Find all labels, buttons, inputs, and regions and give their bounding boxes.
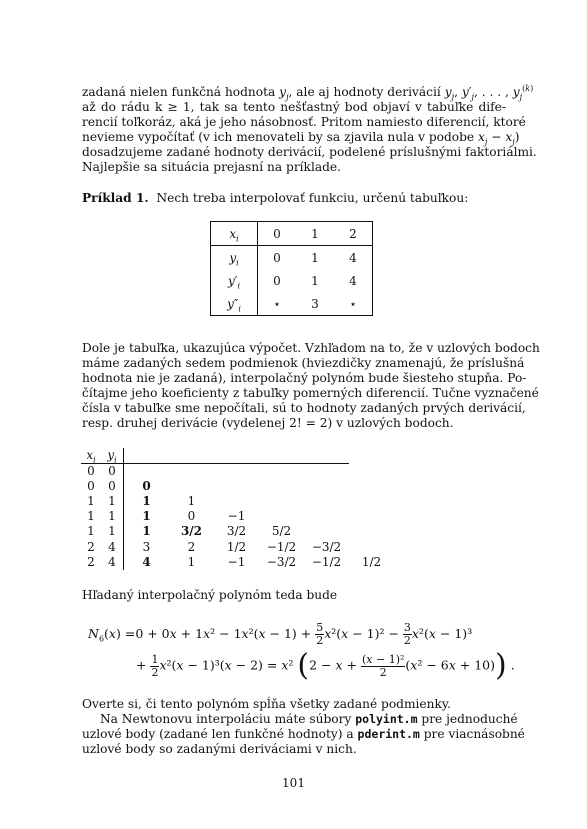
file-polyint: polyint.m <box>355 711 418 726</box>
table-cell <box>304 479 349 494</box>
table-cell: 5/2 <box>271 524 292 539</box>
table-cell <box>214 494 259 509</box>
equation-line-2: + $\frac{1}{2}$ x²(x − 1)³(x − 2) = x² (2 − x + $\frac{\text{(x − 1)²}}{2}$ (x² − 6x + 10)) . <box>136 648 515 683</box>
example-heading <box>82 191 506 206</box>
fraction: $\frac{3}{2}$ <box>403 621 411 647</box>
values-table <box>210 221 373 316</box>
table-cell: 1 <box>101 494 124 509</box>
table-row <box>81 479 394 494</box>
intro-line-1: zadaná nielen funkčná hodnota $y_j$, ale aj hodnoty derivácií $y_j$, $y'_j$, . . . , $y_j^{(k)}$ <box>82 83 534 102</box>
table-cell <box>169 479 214 494</box>
fraction: $\frac{1}{2}$ <box>151 652 159 679</box>
table-cell: 1 <box>87 494 95 509</box>
table-cell: 4 <box>349 250 357 265</box>
table-cell: 1 <box>311 273 319 288</box>
table-cell: 0 <box>87 464 95 479</box>
table-cell: −3/2 <box>266 554 297 569</box>
table-cell: 1 <box>142 509 151 524</box>
para5-line-1: Na Newtonovu interpoláciu máte súbory polyint.m pre jednoduché <box>100 711 518 726</box>
table-cell: −1/2 <box>311 554 342 569</box>
fraction: $\frac{5}{2}$ <box>316 621 324 647</box>
table-header-cell: 1 <box>296 222 334 246</box>
intro-line-6: Najlepšie sa situácia prejasní na príklade. <box>82 159 341 174</box>
table-cell: 4 <box>101 555 124 570</box>
table-cell <box>304 524 349 539</box>
example-text: Nech treba interpolovať funkciu, určenú tabuľkou: <box>156 191 469 205</box>
table-header-cell: 2 <box>334 222 373 246</box>
intro-paragraph <box>82 83 537 174</box>
table-row <box>81 555 394 570</box>
explanation-paragraph <box>82 341 540 430</box>
example-label: Príklad 1. <box>82 191 149 205</box>
file-pderint: pderint.m <box>357 726 420 741</box>
para2-line-6: resp. druhej derivácie (vydelenej 2! = 2) v uzlových bodoch. <box>82 415 454 430</box>
table-row-label: $y_i$ <box>211 246 258 270</box>
table-row <box>81 448 394 464</box>
table-row <box>81 509 394 524</box>
table-cell <box>349 494 394 509</box>
table-cell: −1 <box>227 509 246 524</box>
table-cell: 4 <box>101 540 124 555</box>
table-row <box>211 292 373 316</box>
fraction: $\frac{\text{(x − 1)²}}{2}$ <box>361 652 405 679</box>
table-row <box>81 494 394 509</box>
intro-line-4: nevieme vypočítať (v ich menovateli by sa zjavila nula v podobe $x_j - x_j$) <box>82 129 520 147</box>
table-cell: 0 <box>87 479 95 494</box>
table-cell <box>259 494 304 509</box>
table-cell: 0 <box>101 479 124 494</box>
table-cell <box>259 509 304 524</box>
para5-line-2: uzlové body (zadané len funkčné hodnoty) a pderint.m pre viacnásobné <box>82 726 525 741</box>
table-cell: 0 <box>101 464 124 480</box>
table-cell <box>304 494 349 509</box>
intro-line-5: dosadzujeme zadané hodnoty derivácií, podelené príslušnými faktoriálmi. <box>82 144 537 159</box>
table-header-cell: 0 <box>258 222 297 246</box>
table-row-label: $y''_i$ <box>211 292 258 316</box>
table-cell: 3/2 <box>180 524 203 539</box>
table-cell <box>169 464 214 480</box>
para2-line-4: čítajme jeho koeficienty z tabuľky pomerných diferencií. Tučne vyznačené <box>82 385 539 400</box>
table-cell: 1 <box>142 494 151 509</box>
table-cell: 0 <box>142 479 151 494</box>
table-cell: 1 <box>101 509 124 524</box>
table-cell <box>259 464 304 480</box>
table-cell: 1 <box>187 554 196 569</box>
intro-line-2: až do rádu k ≥ 1, tak sa tento nešťastný bod objaví v tabuľke dife- <box>82 99 506 114</box>
table-cell: 0 <box>187 509 196 524</box>
closing-paragraph <box>82 697 525 757</box>
table-header-cell: $x_i$ <box>211 222 258 246</box>
table-cell: 3/2 <box>226 524 247 539</box>
table-row <box>211 269 373 292</box>
table-row <box>211 222 373 246</box>
equation-line-1: $N_6(x) =0 + 0x + 1x^2 - 1x^2(x - 1)$ + $\frac{5}{2}$ x²(x − 1)² − $\frac{3}{2}$ x²(x − 1)³ <box>88 621 473 647</box>
table-cell <box>349 524 394 539</box>
table-cell: 1 <box>101 524 124 539</box>
table-cell: 2 <box>87 554 95 569</box>
table-row <box>81 540 394 555</box>
table-cell: −3/2 <box>311 539 342 554</box>
para5-line-3: uzlové body so zadanými deriváciami v nich. <box>82 741 357 756</box>
para2-line-5: čísla v tabuľke sme nepočítali, sú to hodnoty zadaných prvých derivácií, <box>82 400 526 415</box>
table-cell <box>259 479 304 494</box>
table-header-cell: $y_i$ <box>101 448 124 464</box>
table-cell <box>349 479 394 494</box>
page-number: 101 <box>282 776 305 790</box>
intro-line-3: rencií toľkoráz, aká je jeho násobnosť. Pritom namiesto diferencií, ktoré <box>82 114 526 129</box>
table-cell: 3 <box>311 296 319 311</box>
table-cell <box>349 509 394 524</box>
table-cell: ⋆ <box>349 296 357 311</box>
para2-line-1: Dole je tabuľka, ukazujúca výpočet. Vzhľadom na to, že v uzlových bodoch <box>82 341 540 355</box>
equation-lhs: $N_6(x)$ = <box>88 626 136 644</box>
table-cell: 1 <box>87 524 95 539</box>
table-row <box>211 246 373 270</box>
divided-differences-table <box>81 448 394 570</box>
table-cell: −1 <box>227 554 246 569</box>
table-cell: 0 <box>273 273 281 288</box>
table-cell: 1 <box>187 494 196 509</box>
table-cell: 3 <box>142 539 151 554</box>
table-header-cell: $x_i$ <box>81 448 101 464</box>
table-row <box>81 524 394 539</box>
para2-line-2: máme zadaných sedem podmienok (hviezdičky znamenajú, že príslušná <box>82 355 525 370</box>
table-cell: 2 <box>87 539 95 554</box>
table-cell: 1/2 <box>226 539 247 554</box>
table-cell: −1/2 <box>266 539 297 554</box>
table-cell <box>304 464 349 480</box>
table-cell <box>304 509 349 524</box>
table-cell <box>124 464 170 480</box>
table-cell: ⋆ <box>273 296 281 311</box>
polynomial-intro: Hľadaný interpolačný polynóm teda bude <box>82 588 338 602</box>
table-cell <box>214 464 259 480</box>
table-cell: 1 <box>142 524 151 539</box>
table-row <box>81 464 394 480</box>
table-cell: 1 <box>87 509 95 524</box>
para2-line-3: hodnota nie je zadaná), interpolačný polynóm bude šiesteho stupňa. Po- <box>82 370 527 385</box>
table-cell: 1 <box>311 250 319 265</box>
table-cell: 2 <box>187 539 196 554</box>
table-cell: 1/2 <box>361 554 382 569</box>
table-cell: 0 <box>273 250 281 265</box>
para4-line: Overte si, či tento polynóm spĺňa všetky zadané podmienky. <box>82 697 452 711</box>
table-cell: 4 <box>142 554 151 569</box>
table-cell <box>349 540 394 555</box>
table-row-label: $y'_i$ <box>211 269 258 292</box>
table-cell: 4 <box>349 273 357 288</box>
table-cell <box>349 464 394 480</box>
table-cell <box>214 479 259 494</box>
